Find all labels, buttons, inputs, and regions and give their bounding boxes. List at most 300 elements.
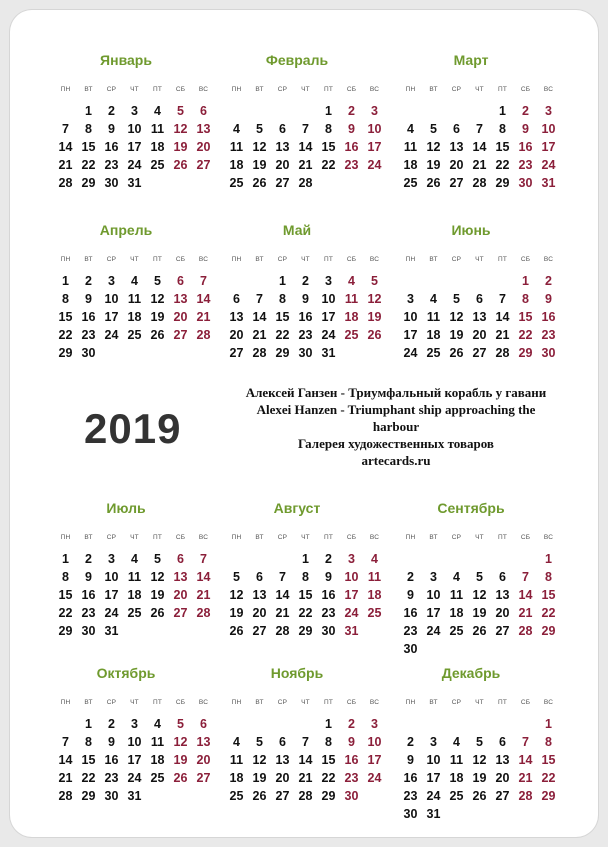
weekend-day: 16 (518, 140, 533, 154)
day: 28 (252, 346, 267, 360)
day: 6 (233, 292, 240, 306)
weekend-day: 13 (196, 122, 211, 136)
day: 30 (403, 807, 418, 821)
weekend-day: 22 (541, 606, 556, 620)
day: 5 (256, 735, 263, 749)
day: 28 (58, 176, 73, 190)
weekday-header: СБ (520, 256, 531, 263)
weekday-header: ПТ (152, 699, 163, 706)
weekday-header: СБ (346, 256, 357, 263)
day: 30 (403, 642, 418, 656)
weekend-day: 9 (522, 122, 529, 136)
weekend-day: 1 (545, 717, 552, 731)
day: 17 (403, 328, 418, 342)
day: 7 (256, 292, 263, 306)
weekend-day: 10 (541, 122, 556, 136)
weekend-day: 17 (367, 753, 382, 767)
month-name: Январь (100, 52, 152, 68)
day: 21 (58, 771, 73, 785)
day: 27 (275, 789, 290, 803)
weekday-header: ВТ (255, 699, 264, 706)
weekday-header: СР (451, 534, 462, 541)
day: 13 (252, 588, 267, 602)
weekday-header: ЧТ (475, 534, 484, 541)
day: 30 (104, 176, 119, 190)
day: 22 (495, 158, 510, 172)
weekend-day: 3 (348, 552, 355, 566)
day: 8 (499, 122, 506, 136)
weekend-day: 21 (518, 606, 533, 620)
day: 6 (279, 122, 286, 136)
day: 24 (127, 158, 142, 172)
weekday-header: СБ (175, 534, 186, 541)
weekday-header: СР (106, 86, 117, 93)
day: 2 (407, 570, 414, 584)
day: 19 (252, 158, 267, 172)
weekend-day: 9 (348, 122, 355, 136)
caption-website: artecards.ru (361, 453, 431, 468)
weekend-day: 4 (348, 274, 355, 288)
day: 23 (403, 789, 418, 803)
weekday-header: ВС (198, 534, 209, 541)
weekend-day: 26 (173, 771, 188, 785)
day: 24 (127, 771, 142, 785)
weekend-day: 10 (344, 570, 359, 584)
day: 17 (426, 771, 441, 785)
day: 14 (252, 310, 267, 324)
weekend-day: 17 (367, 140, 382, 154)
weekday-header: ВТ (255, 256, 264, 263)
day: 21 (58, 158, 73, 172)
weekend-day: 23 (344, 771, 359, 785)
day: 29 (81, 176, 96, 190)
day: 13 (275, 140, 290, 154)
weekday-header: СБ (346, 86, 357, 93)
day: 15 (495, 140, 510, 154)
day: 22 (298, 606, 313, 620)
day: 1 (279, 274, 286, 288)
day: 12 (229, 588, 244, 602)
weekend-day: 6 (177, 274, 184, 288)
day: 16 (81, 310, 96, 324)
day: 28 (298, 176, 313, 190)
day: 1 (62, 552, 69, 566)
day: 28 (495, 346, 510, 360)
weekday-header: ЧТ (130, 699, 139, 706)
day: 12 (472, 753, 487, 767)
weekend-day: 7 (522, 570, 529, 584)
weekday-header: ВТ (429, 256, 438, 263)
day: 21 (252, 328, 267, 342)
weekday-header: ВС (369, 699, 380, 706)
day: 19 (229, 606, 244, 620)
day: 26 (150, 606, 165, 620)
day: 14 (495, 310, 510, 324)
day: 6 (453, 122, 460, 136)
day: 7 (62, 735, 69, 749)
year-title: 2019 (84, 405, 182, 452)
day: 18 (426, 328, 441, 342)
weekend-day: 13 (173, 570, 188, 584)
day: 6 (476, 292, 483, 306)
day: 7 (279, 570, 286, 584)
weekday-header: ПТ (497, 534, 508, 541)
day: 14 (298, 140, 313, 154)
day: 5 (453, 292, 460, 306)
weekend-day: 11 (344, 292, 359, 306)
weekday-header: ПТ (323, 256, 334, 263)
day: 8 (279, 292, 286, 306)
month-name: Апрель (99, 222, 153, 238)
day: 4 (154, 717, 161, 731)
day: 25 (449, 789, 464, 803)
weekday-header: ВТ (84, 86, 93, 93)
weekend-day: 12 (367, 292, 382, 306)
weekend-day: 24 (367, 158, 382, 172)
day: 1 (302, 552, 309, 566)
day: 10 (104, 570, 119, 584)
day: 31 (426, 807, 441, 821)
day: 29 (321, 789, 336, 803)
weekend-day: 7 (200, 274, 207, 288)
day: 3 (108, 274, 115, 288)
day: 26 (472, 789, 487, 803)
weekday-header: ВТ (255, 86, 264, 93)
day: 17 (127, 753, 142, 767)
day: 18 (229, 771, 244, 785)
day: 15 (298, 588, 313, 602)
day: 31 (104, 624, 119, 638)
month-name: Октябрь (96, 665, 156, 681)
weekend-day: 16 (541, 310, 556, 324)
day: 20 (275, 771, 290, 785)
weekend-day: 24 (367, 771, 382, 785)
weekday-header: ЧТ (475, 699, 484, 706)
weekend-day: 30 (518, 176, 533, 190)
day: 22 (81, 771, 96, 785)
day: 29 (58, 346, 73, 360)
day: 3 (407, 292, 414, 306)
day: 18 (150, 140, 165, 154)
day: 9 (302, 292, 309, 306)
weekend-day: 20 (173, 310, 188, 324)
weekend-day: 25 (367, 606, 382, 620)
weekday-header: ПН (60, 256, 71, 263)
weekend-day: 18 (344, 310, 359, 324)
day: 13 (229, 310, 244, 324)
day: 25 (150, 771, 165, 785)
day: 25 (229, 789, 244, 803)
day: 23 (321, 606, 336, 620)
day: 26 (252, 176, 267, 190)
day: 5 (154, 274, 161, 288)
weekend-day: 27 (173, 328, 188, 342)
caption-gallery: Галерея художественных товаров (298, 436, 494, 451)
weekday-header: ПТ (152, 86, 163, 93)
weekday-header: СР (106, 534, 117, 541)
day: 23 (298, 328, 313, 342)
weekend-day: 5 (177, 717, 184, 731)
day: 18 (449, 771, 464, 785)
weekend-day: 27 (173, 606, 188, 620)
day: 3 (108, 552, 115, 566)
day: 31 (321, 346, 336, 360)
day: 10 (321, 292, 336, 306)
day: 29 (58, 624, 73, 638)
day: 4 (131, 552, 138, 566)
weekend-day: 31 (344, 624, 359, 638)
day: 8 (325, 122, 332, 136)
day: 26 (449, 346, 464, 360)
day: 15 (321, 140, 336, 154)
weekday-header: ЧТ (475, 256, 484, 263)
day: 3 (430, 570, 437, 584)
caption-line-ru: Алексей Ганзен - Триумфальный корабль у гавани (245, 385, 547, 400)
day: 26 (229, 624, 244, 638)
weekday-header: СБ (346, 534, 357, 541)
day: 12 (426, 140, 441, 154)
day: 19 (449, 328, 464, 342)
weekday-header: ВТ (429, 86, 438, 93)
day: 20 (252, 606, 267, 620)
day: 5 (233, 570, 240, 584)
day: 29 (495, 176, 510, 190)
weekend-day: 18 (367, 588, 382, 602)
day: 14 (58, 140, 73, 154)
day: 8 (85, 735, 92, 749)
day: 24 (321, 328, 336, 342)
day: 18 (127, 588, 142, 602)
day: 24 (426, 624, 441, 638)
day: 17 (104, 588, 119, 602)
weekend-day: 13 (196, 735, 211, 749)
day: 20 (275, 158, 290, 172)
weekend-day: 5 (371, 274, 378, 288)
day: 9 (325, 570, 332, 584)
weekday-header: СР (277, 699, 288, 706)
day: 10 (127, 735, 142, 749)
month-name: Май (282, 222, 312, 238)
day: 10 (403, 310, 418, 324)
weekend-day: 2 (522, 104, 529, 118)
day: 7 (499, 292, 506, 306)
weekday-header: СР (451, 699, 462, 706)
weekday-header: ПТ (497, 256, 508, 263)
day: 19 (472, 606, 487, 620)
day: 28 (472, 176, 487, 190)
weekday-header: ПТ (497, 86, 508, 93)
day: 8 (85, 122, 92, 136)
weekend-day: 3 (371, 104, 378, 118)
day: 26 (472, 624, 487, 638)
day: 27 (449, 176, 464, 190)
day: 6 (499, 735, 506, 749)
day: 14 (472, 140, 487, 154)
day: 6 (279, 735, 286, 749)
caption-line-en-cont: harbour (372, 419, 420, 434)
day: 20 (229, 328, 244, 342)
day: 12 (150, 570, 165, 584)
day: 9 (108, 735, 115, 749)
day: 19 (472, 771, 487, 785)
day: 17 (321, 310, 336, 324)
weekday-header: ПТ (152, 534, 163, 541)
weekday-header: ПН (231, 86, 242, 93)
day: 22 (58, 606, 73, 620)
day: 15 (58, 588, 73, 602)
weekday-header: ВС (543, 699, 554, 706)
day: 4 (233, 122, 240, 136)
day: 31 (127, 176, 142, 190)
weekday-header: ПН (405, 699, 416, 706)
day: 21 (298, 771, 313, 785)
month-name: Июль (106, 500, 146, 516)
day: 3 (325, 274, 332, 288)
weekday-header: ЧТ (301, 699, 310, 706)
weekend-day: 3 (371, 717, 378, 731)
day: 2 (302, 274, 309, 288)
day: 11 (229, 753, 244, 767)
weekend-day: 14 (196, 570, 211, 584)
weekday-header: ЧТ (130, 534, 139, 541)
day: 28 (58, 789, 73, 803)
day: 1 (325, 717, 332, 731)
day: 25 (127, 606, 142, 620)
day: 4 (131, 274, 138, 288)
weekday-header: ПН (231, 534, 242, 541)
month-name: Февраль (265, 52, 329, 68)
day: 9 (407, 753, 414, 767)
day: 27 (252, 624, 267, 638)
day: 22 (321, 158, 336, 172)
weekend-day: 22 (518, 328, 533, 342)
day: 3 (131, 717, 138, 731)
day: 20 (472, 328, 487, 342)
weekend-day: 15 (518, 310, 533, 324)
month-name: Август (273, 500, 321, 516)
day: 8 (62, 292, 69, 306)
day: 18 (229, 158, 244, 172)
day: 2 (108, 717, 115, 731)
day: 30 (321, 624, 336, 638)
weekend-day: 26 (367, 328, 382, 342)
weekday-header: ВТ (429, 534, 438, 541)
day: 27 (275, 176, 290, 190)
day: 1 (499, 104, 506, 118)
day: 25 (449, 624, 464, 638)
day: 16 (298, 310, 313, 324)
day: 24 (426, 789, 441, 803)
weekend-day: 27 (196, 158, 211, 172)
day: 11 (150, 122, 165, 136)
day: 23 (104, 158, 119, 172)
weekend-day: 27 (196, 771, 211, 785)
day: 7 (302, 735, 309, 749)
day: 19 (252, 771, 267, 785)
weekday-header: ПТ (497, 699, 508, 706)
weekend-day: 14 (518, 753, 533, 767)
weekday-header: ВТ (429, 699, 438, 706)
weekday-header: СБ (520, 86, 531, 93)
weekday-header: СБ (520, 534, 531, 541)
day: 25 (127, 328, 142, 342)
day: 11 (449, 753, 464, 767)
day: 21 (275, 606, 290, 620)
day: 2 (85, 274, 92, 288)
day: 5 (430, 122, 437, 136)
weekend-day: 20 (173, 588, 188, 602)
day: 20 (495, 606, 510, 620)
day: 11 (127, 570, 142, 584)
weekend-day: 13 (173, 292, 188, 306)
weekday-header: СБ (175, 86, 186, 93)
day: 25 (150, 158, 165, 172)
day: 17 (127, 140, 142, 154)
weekend-day: 6 (177, 552, 184, 566)
day: 4 (453, 570, 460, 584)
weekday-header: ВС (369, 534, 380, 541)
day: 2 (325, 552, 332, 566)
day: 25 (426, 346, 441, 360)
weekend-day: 15 (541, 753, 556, 767)
day: 4 (430, 292, 437, 306)
day: 21 (472, 158, 487, 172)
weekend-day: 21 (196, 310, 211, 324)
day: 5 (256, 122, 263, 136)
weekend-day: 19 (173, 753, 188, 767)
day: 22 (81, 158, 96, 172)
day: 2 (108, 104, 115, 118)
weekend-day: 9 (348, 735, 355, 749)
day: 14 (58, 753, 73, 767)
month-name: Сентябрь (437, 500, 505, 516)
weekend-day: 17 (541, 140, 556, 154)
day: 29 (298, 624, 313, 638)
weekday-header: ПН (60, 86, 71, 93)
weekday-header: ЧТ (130, 86, 139, 93)
weekend-day: 20 (196, 753, 211, 767)
day: 12 (252, 753, 267, 767)
day: 30 (104, 789, 119, 803)
day: 27 (472, 346, 487, 360)
day: 11 (449, 588, 464, 602)
weekend-day: 19 (173, 140, 188, 154)
weekend-day: 1 (522, 274, 529, 288)
weekend-day: 2 (545, 274, 552, 288)
weekday-header: ВС (369, 256, 380, 263)
month-name: Июнь (451, 222, 491, 238)
day: 31 (127, 789, 142, 803)
weekday-header: СБ (175, 256, 186, 263)
weekend-day: 28 (196, 328, 211, 342)
weekday-header: ВС (198, 86, 209, 93)
day: 1 (325, 104, 332, 118)
weekday-header: ВС (369, 86, 380, 93)
weekday-header: ЧТ (130, 256, 139, 263)
weekend-day: 25 (344, 328, 359, 342)
weekend-day: 23 (541, 328, 556, 342)
weekend-day: 28 (518, 624, 533, 638)
weekday-header: ВТ (84, 256, 93, 263)
weekend-day: 11 (367, 570, 382, 584)
day: 25 (229, 176, 244, 190)
weekend-day: 12 (173, 122, 188, 136)
day: 16 (81, 588, 96, 602)
weekend-day: 20 (196, 140, 211, 154)
weekday-header: ВТ (84, 534, 93, 541)
day: 15 (81, 753, 96, 767)
day: 30 (81, 624, 96, 638)
